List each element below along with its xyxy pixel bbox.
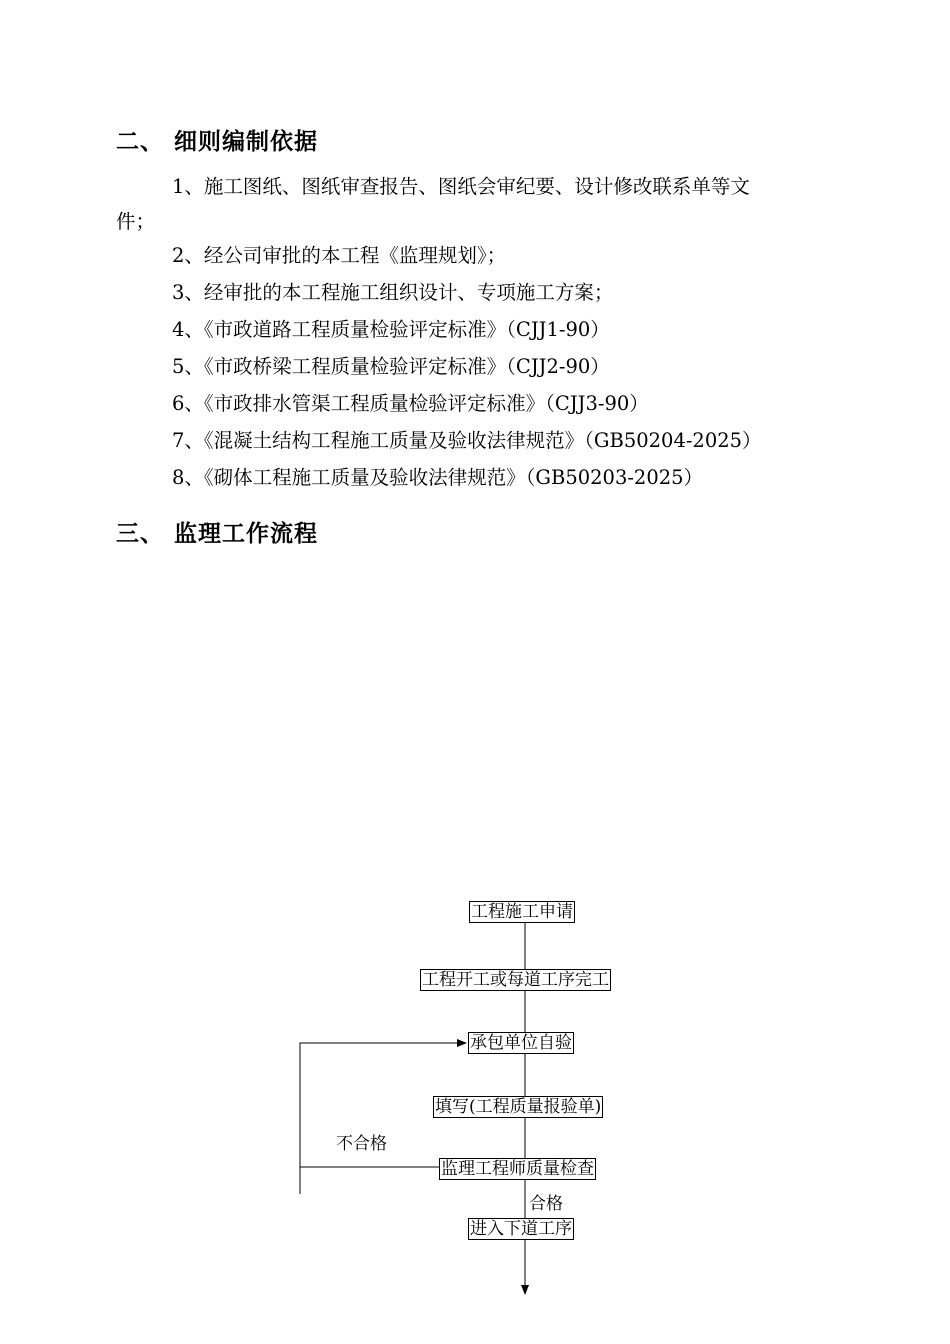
basis-item-1-line1: 1、施工图纸、图纸审查报告、图纸会审纪要、设计修改联系单等文 bbox=[172, 175, 750, 198]
section-number: 三、 bbox=[116, 521, 164, 547]
flow-step-start: 工程开工或每道工序完工 bbox=[422, 970, 609, 990]
flow-step-apply: 工程施工申请 bbox=[471, 902, 573, 922]
basis-item-6: 6、《市政排水管渠工程质量检验评定标准》（CJJ3-90） bbox=[172, 392, 649, 415]
basis-item-4: 4、《市政道路工程质量检验评定标准》（CJJ1-90） bbox=[172, 318, 610, 341]
flow-label-fail: 不合格 bbox=[336, 1134, 387, 1154]
section-number: 二、 bbox=[116, 129, 164, 155]
basis-item-8: 8、《砌体工程施工质量及验收法律规范》（GB50203-2025） bbox=[172, 466, 704, 489]
basis-item-1-line2: 件； bbox=[116, 210, 156, 233]
flow-label-pass: 合格 bbox=[529, 1194, 563, 1214]
basis-item-5: 5、《市政桥梁工程质量检验评定标准》（CJJ2-90） bbox=[172, 355, 610, 378]
section-title: 监理工作流程 bbox=[174, 521, 318, 547]
flow-step-next: 进入下道工序 bbox=[470, 1219, 572, 1239]
flow-step-fill-form: 填写(工程质量报验单) bbox=[435, 1097, 602, 1117]
basis-item-2: 2、经公司审批的本工程《监理规划》； bbox=[172, 244, 507, 267]
section-title: 细则编制依据 bbox=[174, 129, 318, 155]
flow-step-self-check: 承包单位自验 bbox=[470, 1033, 572, 1053]
basis-item-3: 3、经审批的本工程施工组织设计、专项施工方案； bbox=[172, 281, 614, 304]
flow-step-inspection: 监理工程师质量检查 bbox=[441, 1159, 594, 1179]
basis-item-7: 7、《混凝土结构工程施工质量及验收法律规范》（GB50204-2025） bbox=[172, 429, 762, 452]
